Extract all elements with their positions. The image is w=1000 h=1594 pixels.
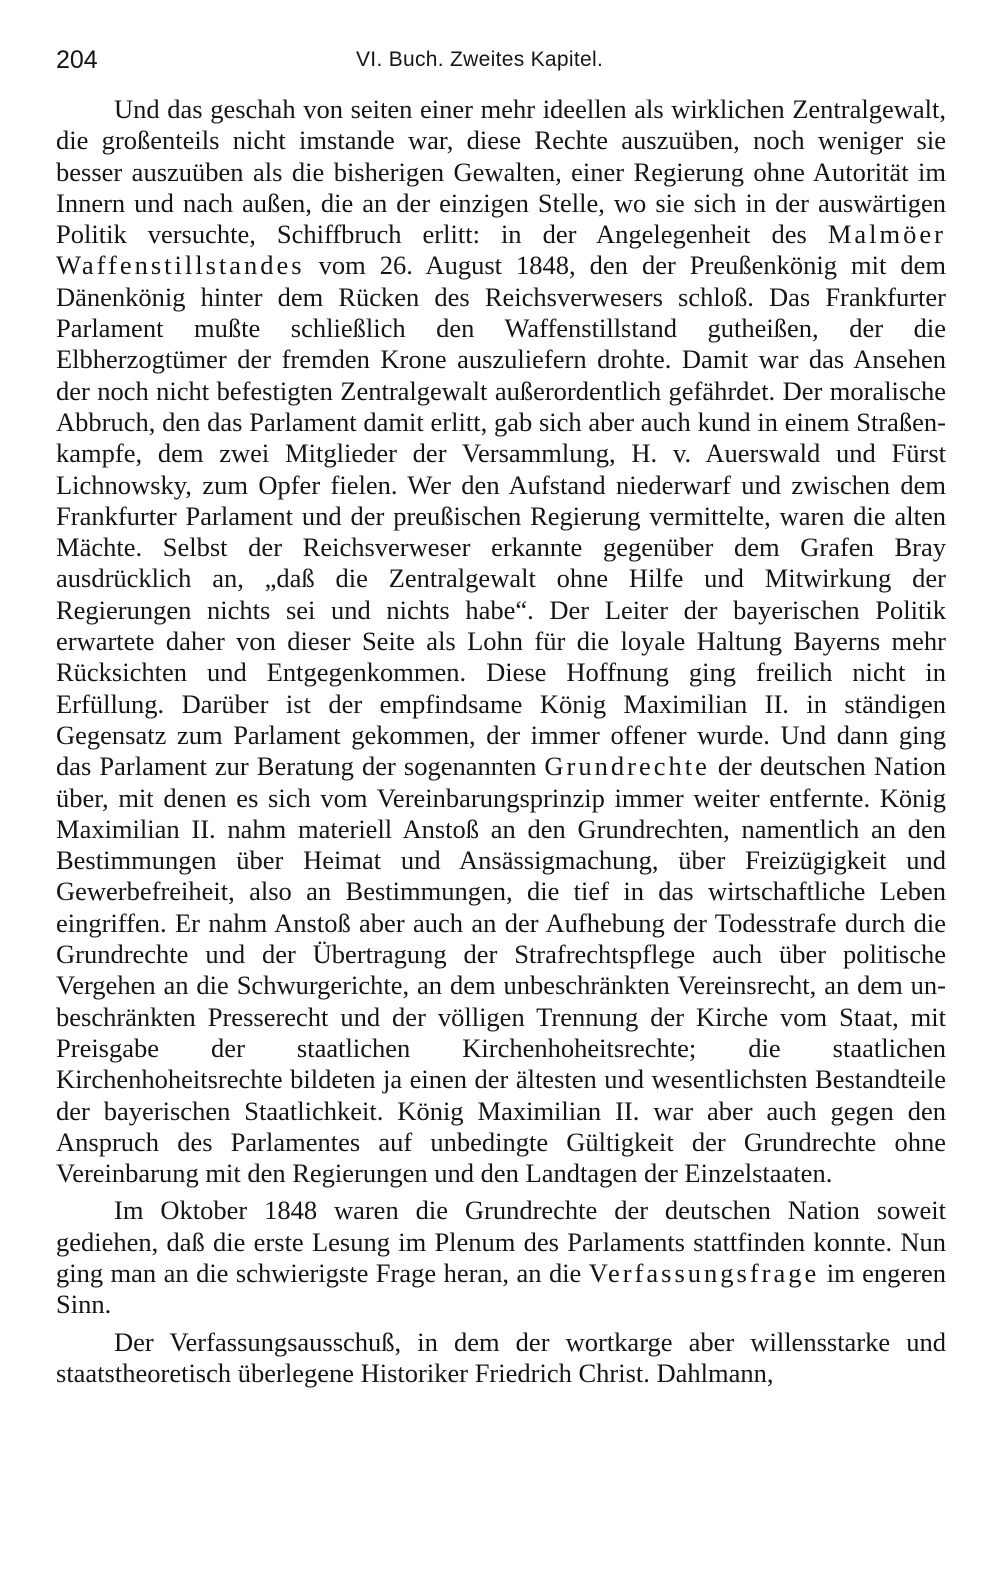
text-segment: im engeren Sinn. <box>56 1257 946 1320</box>
emphasis-malmoer-waffenstillstand: Malmöer Waffenstillstandes <box>56 219 946 281</box>
running-head: VI. Buch. Zweites Kapitel. <box>356 48 604 71</box>
text-segment: Der Verfassungsausschuß, in dem der wortkarge aber willensstarke und staatstheoretisch überlegene Historiker Friedrich Christ. Dahlmann, <box>56 1326 946 1388</box>
text-segment: Im Oktober 1848 waren die Grundrechte der deutschen Nation soweit gediehen, daß die erste Lesung im Plenum des Parlaments stattfinden konnte. Nun ging man an die schwierigste Frage heran, an die <box>56 1195 946 1288</box>
paragraph-2 <box>56 1195 946 1320</box>
paragraph-3 <box>56 1327 946 1390</box>
text-segment: Und das geschah von seiten einer mehr ideellen als wirklichen Zentralgewalt, die großenteils nicht imstande war, diese Rechte auszuüben, noch weniger sie besser auszuüben als die bisherigen Gewalten, einer Regierung ohne Autorität im Innern und nach außen, die an der einzigen Stelle, wo sie sich in der auswärtigen Politik versuchte, Schiffbruch erlitt: in der Angelegenheit des <box>56 94 946 250</box>
emphasis-verfassungsfrage: Verfassungsfrage <box>588 1257 820 1288</box>
paragraph-1 <box>56 94 946 1189</box>
emphasis-grundrechte: Grundrechte <box>544 751 710 782</box>
text-segment: der deutschen Nation über, mit denen es sich vom Vereinbarungsprinzip immer weiter entfernte. König Maximilian II. nahm materiell Anstoß an den Grundrechten, namentlich an den Bestimmungen über Heimat und Ansässigmachung, über Freizügigkeit und Gewerbefreiheit, also an Bestimmungen, die tief in das wirtschaftliche Leben eingriffen. Er nahm Anstoß aber auch an der Aufhebung der Todesstrafe durch die Grundrechte und der Übertragung der Strafrechtspflege auch über politische Vergehen an die Schwurgerichte, an dem unbeschränkten Vereinsrecht, an dem unbeschränkten Presserecht und der völligen Trennung der Kirche vom Staat, mit Preisgabe der staatlichen Kirchenhoheitsrechte; die staatlichen Kirchenhoheitsrechte bildeten ja einen der ältesten und wesentlichsten Bestandteile der bayerischen Staatlichkeit. König Maximilian II. war aber auch gegen den Anspruch des Parlamentes auf unbedingte Gültigkeit der Grundrechte ohne Vereinbarung mit den Regierungen und den Landtagen der Einzelstaaten. <box>56 751 946 1189</box>
text-segment: vom 26. August 1848, den der Preußenkönig mit dem Dänenkönig hinter dem Rücken des Reichsverwesers schloß. Das Frankfurter Parlament mußte schließlich den Waffenstillstand gutheißen, der die Elbherzogtümer der fremden Krone auszuliefern drohte. Damit war das Ansehen der noch nicht befestigten Zentralgewalt außerordentlich gefährdet. Der moralische Abbruch, den das Parlament damit erlitt, gab sich aber auch kund in einem Straßenkampfe, dem zwei Mitglieder der Versammlung, H. v. Auerswald und Fürst Lichnowsky, zum Opfer fielen. Wer den Aufstand niederwarf und zwischen dem Frankfurter Parlament und der preußischen Regierung vermittelte, waren die alten Mächte. Selbst der Reichsverweser erkannte gegenüber dem Grafen Bray ausdrücklich an, „daß die Zentralgewalt ohne Hilfe und Mitwirkung der Regierungen nichts sei und nichts habe“. Der Leiter der bayerischen Politik erwartete daher von dieser Seite als Lohn für die loyale Haltung Bayerns mehr Rücksichten und Entgegenkommen. Diese Hoffnung ging freilich nicht in Erfüllung. Darüber ist der empfindsame König Maximilian II. in ständigen Gegensatz zum Parlament gekommen, der immer offener wurde. Und dann ging das Parlament zur Beratung der sogenannten <box>56 250 946 782</box>
body-text <box>56 94 946 1395</box>
page-header <box>56 46 946 80</box>
page-number: 204 <box>56 46 98 74</box>
